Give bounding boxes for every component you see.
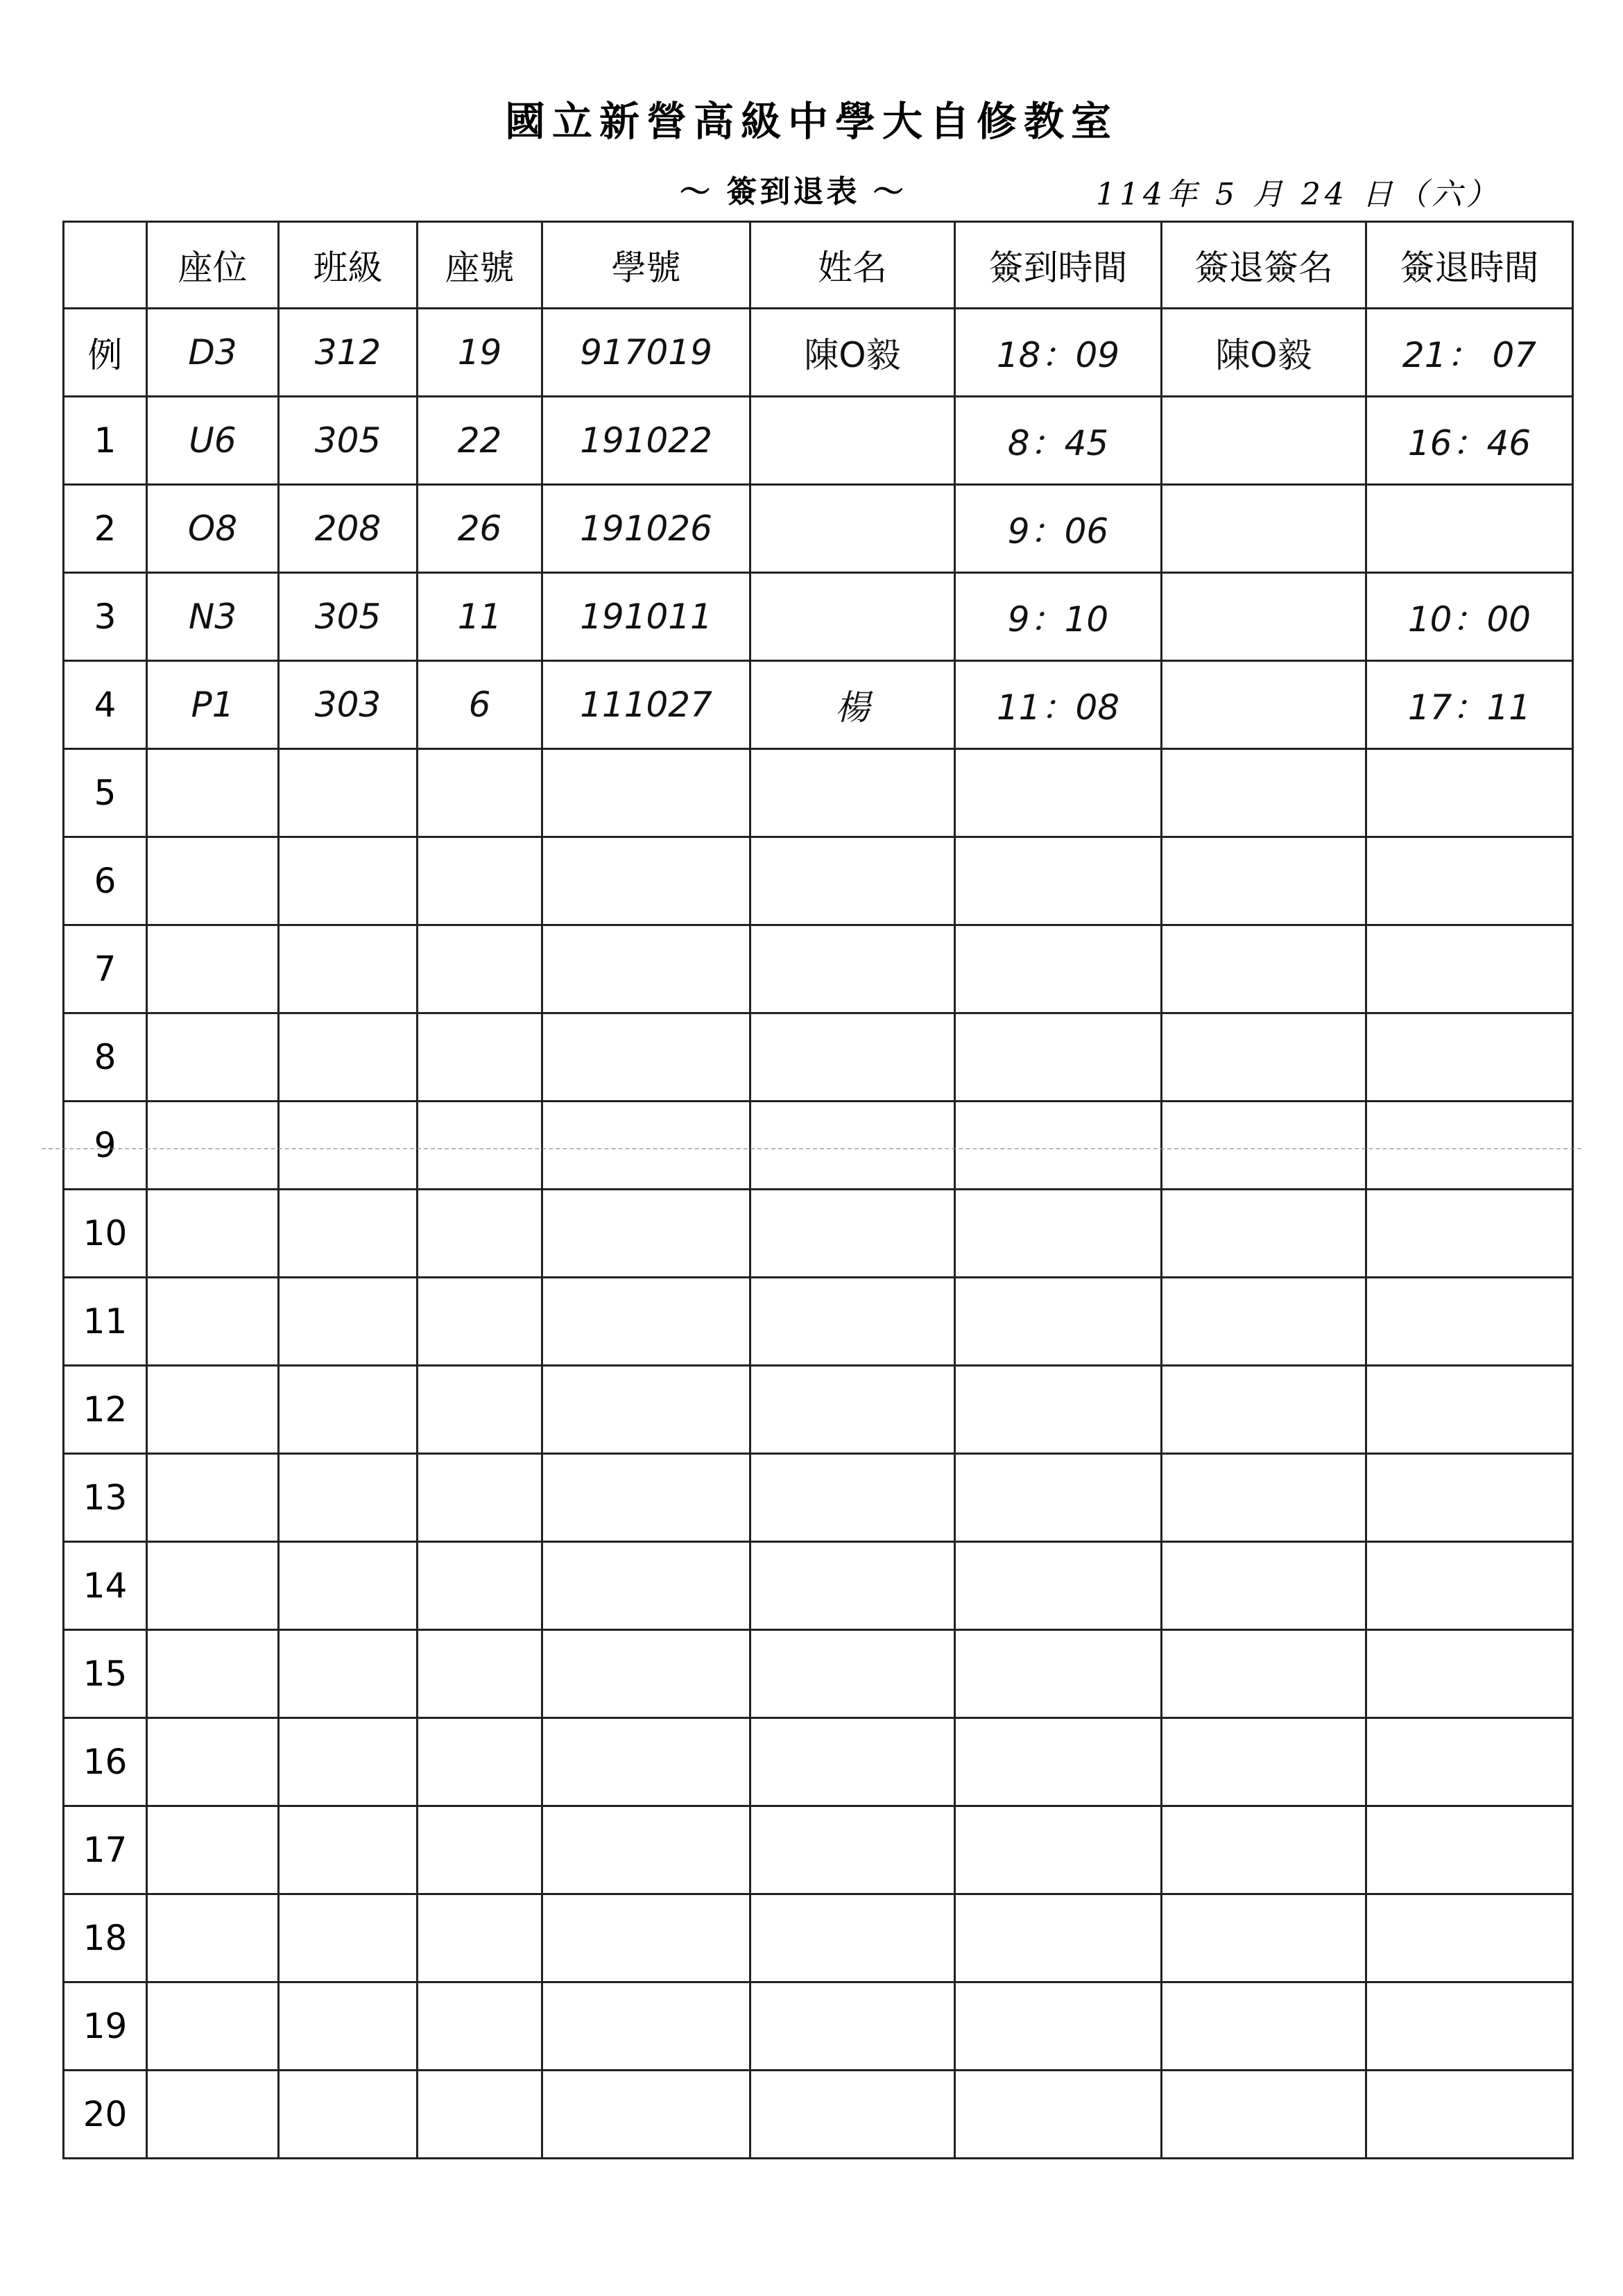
- student-id-cell: [542, 2071, 750, 2159]
- sign-out-signature-cell: [1162, 1630, 1366, 1718]
- seat-number-cell: [418, 1894, 542, 1982]
- student-id-cell: [542, 1630, 750, 1718]
- name-cell: [750, 573, 955, 661]
- student-id-cell: [542, 1542, 750, 1630]
- sign-out-signature-cell: [1162, 1982, 1366, 2071]
- column-header-seat: 座位: [147, 222, 279, 309]
- seat-number-cell: [418, 1454, 542, 1542]
- row-number: 16: [64, 1718, 147, 1806]
- class-cell: 303: [279, 661, 418, 749]
- name-cell: [750, 1102, 955, 1190]
- table-row: [64, 485, 1573, 573]
- sign-out-time-cell: [1366, 1894, 1573, 1982]
- seat-number-cell: [418, 749, 542, 837]
- class-cell: [279, 1894, 418, 1982]
- student-id-cell: 111027: [542, 661, 750, 749]
- student-id-cell: [542, 1894, 750, 1982]
- sign-out-signature-cell: [1162, 1542, 1366, 1630]
- header-row: [64, 222, 1573, 309]
- row-number: 20: [64, 2071, 147, 2159]
- table-row: [64, 1278, 1573, 1366]
- form-subtitle: ～ 簽到退表 ～: [680, 174, 907, 209]
- name-cell: [750, 749, 955, 837]
- sign-out-time-cell: [1366, 1806, 1573, 1894]
- class-cell: [279, 1013, 418, 1102]
- example-sign-out-time: 21： 07: [1366, 309, 1573, 397]
- class-cell: [279, 1102, 418, 1190]
- student-id-cell: 191026: [542, 485, 750, 573]
- sign-out-signature-cell: [1162, 1366, 1366, 1454]
- seat-number-cell: [418, 1013, 542, 1102]
- name-cell: 楊: [750, 661, 955, 749]
- row-number: 19: [64, 1982, 147, 2071]
- sign-out-time-cell: [1366, 837, 1573, 925]
- class-cell: 208: [279, 485, 418, 573]
- row-number: 14: [64, 1542, 147, 1630]
- row-number: 18: [64, 1894, 147, 1982]
- name-cell: [750, 1894, 955, 1982]
- sign-in-time-cell: [955, 1013, 1162, 1102]
- sign-out-time-cell: [1366, 1190, 1573, 1278]
- class-cell: [279, 1982, 418, 2071]
- example-sign-out-signature: 陳O毅: [1162, 309, 1366, 397]
- name-cell: [750, 1190, 955, 1278]
- table-row: [64, 397, 1573, 485]
- column-header-sign-out-time: 簽退時間: [1366, 222, 1573, 309]
- example-row: [64, 309, 1573, 397]
- sign-in-time-cell: 9：10: [955, 573, 1162, 661]
- name-cell: [750, 2071, 955, 2159]
- seat-number-cell: 11: [418, 573, 542, 661]
- seat-number-cell: [418, 1630, 542, 1718]
- sign-in-time-cell: [955, 925, 1162, 1013]
- seat-number-cell: [418, 1190, 542, 1278]
- row-number: 13: [64, 1454, 147, 1542]
- form-date: 114年 5 月 24 日（六）: [1096, 177, 1501, 212]
- sign-in-time-cell: [955, 837, 1162, 925]
- column-header-sign-out-signature: 簽退簽名: [1162, 222, 1366, 309]
- student-id-cell: [542, 1454, 750, 1542]
- seat-cell: [147, 1982, 279, 2071]
- table-row: [64, 1366, 1573, 1454]
- name-cell: [750, 1630, 955, 1718]
- sign-in-time-cell: [955, 1190, 1162, 1278]
- student-id-cell: 191011: [542, 573, 750, 661]
- column-header-student-id: 學號: [542, 222, 750, 309]
- sign-out-time-cell: [1366, 1278, 1573, 1366]
- seat-number-cell: [418, 1806, 542, 1894]
- student-id-cell: [542, 1278, 750, 1366]
- seat-cell: P1: [147, 661, 279, 749]
- class-cell: [279, 925, 418, 1013]
- sign-out-time-cell: [1366, 2071, 1573, 2159]
- student-id-cell: [542, 1366, 750, 1454]
- sign-in-time-cell: 8：45: [955, 397, 1162, 485]
- sign-out-time-cell: [1366, 1542, 1573, 1630]
- example-student-id: 917019: [542, 309, 750, 397]
- sign-in-time-cell: [955, 1894, 1162, 1982]
- class-cell: [279, 1718, 418, 1806]
- sign-out-time-cell: [1366, 1013, 1573, 1102]
- name-cell: [750, 397, 955, 485]
- seat-number-cell: [418, 925, 542, 1013]
- example-label: 例: [64, 309, 147, 397]
- sign-out-time-cell: [1366, 749, 1573, 837]
- sign-in-time-cell: [955, 1102, 1162, 1190]
- seat-number-cell: [418, 1278, 542, 1366]
- row-number: 9: [64, 1102, 147, 1190]
- example-seat: D3: [147, 309, 279, 397]
- seat-cell: U6: [147, 397, 279, 485]
- row-number: 15: [64, 1630, 147, 1718]
- name-cell: [750, 925, 955, 1013]
- table-row: [64, 573, 1573, 661]
- sign-out-signature-cell: [1162, 1102, 1366, 1190]
- table-row: [64, 661, 1573, 749]
- sign-in-time-cell: [955, 1454, 1162, 1542]
- class-cell: [279, 1190, 418, 1278]
- class-cell: [279, 1542, 418, 1630]
- example-sign-in-time: 18：09: [955, 309, 1162, 397]
- seat-number-cell: [418, 1982, 542, 2071]
- seat-cell: [147, 2071, 279, 2159]
- seat-number-cell: [418, 1718, 542, 1806]
- sign-in-time-cell: [955, 749, 1162, 837]
- sign-in-time-cell: [955, 1278, 1162, 1366]
- sign-in-time-cell: [955, 1718, 1162, 1806]
- row-number: 8: [64, 1013, 147, 1102]
- sign-out-signature-cell: [1162, 1894, 1366, 1982]
- sign-out-signature-cell: [1162, 2071, 1366, 2159]
- seat-cell: [147, 925, 279, 1013]
- sign-out-time-cell: [1366, 1366, 1573, 1454]
- table-row: [64, 1013, 1573, 1102]
- row-number: 5: [64, 749, 147, 837]
- seat-cell: [147, 1190, 279, 1278]
- seat-cell: [147, 1894, 279, 1982]
- student-id-cell: [542, 1718, 750, 1806]
- table-row: [64, 1718, 1573, 1806]
- sign-out-signature-cell: [1162, 485, 1366, 573]
- seat-number-cell: [418, 2071, 542, 2159]
- column-header-sign-in-time: 簽到時間: [955, 222, 1162, 309]
- sign-out-signature-cell: [1162, 1278, 1366, 1366]
- name-cell: [750, 1982, 955, 2071]
- sign-out-time-cell: [1366, 1630, 1573, 1718]
- name-cell: [750, 485, 955, 573]
- sign-in-time-cell: [955, 1366, 1162, 1454]
- name-cell: [750, 837, 955, 925]
- sign-in-time-cell: [955, 1982, 1162, 2071]
- sign-out-signature-cell: [1162, 573, 1366, 661]
- class-cell: [279, 1454, 418, 1542]
- sign-out-signature-cell: [1162, 397, 1366, 485]
- column-header-name: 姓名: [750, 222, 955, 309]
- sign-out-time-cell: [1366, 925, 1573, 1013]
- column-header-index: [64, 222, 147, 309]
- seat-cell: [147, 749, 279, 837]
- student-id-cell: [542, 1190, 750, 1278]
- seat-cell: [147, 1718, 279, 1806]
- class-cell: [279, 1630, 418, 1718]
- sign-out-signature-cell: [1162, 1806, 1366, 1894]
- example-seat-number: 19: [418, 309, 542, 397]
- class-cell: [279, 1278, 418, 1366]
- sign-out-signature-cell: [1162, 925, 1366, 1013]
- seat-number-cell: [418, 1366, 542, 1454]
- seat-number-cell: 22: [418, 397, 542, 485]
- sign-in-time-cell: 11：08: [955, 661, 1162, 749]
- row-number: 1: [64, 397, 147, 485]
- sign-out-signature-cell: [1162, 1454, 1366, 1542]
- name-cell: [750, 1454, 955, 1542]
- sign-in-time-cell: [955, 1542, 1162, 1630]
- seat-cell: O8: [147, 485, 279, 573]
- student-id-cell: [542, 1806, 750, 1894]
- seat-cell: [147, 1806, 279, 1894]
- class-cell: 305: [279, 573, 418, 661]
- table-row: [64, 1454, 1573, 1542]
- seat-cell: [147, 1542, 279, 1630]
- example-name: 陳O毅: [750, 309, 955, 397]
- sign-in-time-cell: [955, 2071, 1162, 2159]
- name-cell: [750, 1718, 955, 1806]
- row-number: 7: [64, 925, 147, 1013]
- row-number: 2: [64, 485, 147, 573]
- student-id-cell: [542, 1982, 750, 2071]
- column-header-seat-number: 座號: [418, 222, 542, 309]
- seat-cell: [147, 1630, 279, 1718]
- table-row: [64, 1894, 1573, 1982]
- sign-in-table: [62, 221, 1574, 2159]
- sign-out-time-cell: 17：11: [1366, 661, 1573, 749]
- sign-out-time-cell: [1366, 1982, 1573, 2071]
- sign-out-time-cell: [1366, 1454, 1573, 1542]
- student-id-cell: [542, 1013, 750, 1102]
- table-row: [64, 837, 1573, 925]
- student-id-cell: [542, 1102, 750, 1190]
- name-cell: [750, 1542, 955, 1630]
- row-number: 6: [64, 837, 147, 925]
- seat-cell: [147, 1366, 279, 1454]
- table-row: [64, 1630, 1573, 1718]
- row-number: 11: [64, 1278, 147, 1366]
- column-header-class: 班級: [279, 222, 418, 309]
- sign-out-signature-cell: [1162, 661, 1366, 749]
- row-number: 12: [64, 1366, 147, 1454]
- name-cell: [750, 1806, 955, 1894]
- sign-out-signature-cell: [1162, 749, 1366, 837]
- page-title: 國立新營高級中學大自修教室: [504, 98, 1118, 145]
- student-id-cell: [542, 749, 750, 837]
- name-cell: [750, 1013, 955, 1102]
- student-id-cell: [542, 837, 750, 925]
- class-cell: [279, 1366, 418, 1454]
- seat-number-cell: 6: [418, 661, 542, 749]
- seat-number-cell: [418, 1102, 542, 1190]
- seat-cell: [147, 1454, 279, 1542]
- seat-cell: [147, 1013, 279, 1102]
- row-number: 4: [64, 661, 147, 749]
- sign-out-signature-cell: [1162, 837, 1366, 925]
- table-row: [64, 1190, 1573, 1278]
- name-cell: [750, 1278, 955, 1366]
- sign-in-time-cell: [955, 1630, 1162, 1718]
- sign-in-time-cell: [955, 1806, 1162, 1894]
- name-cell: [750, 1366, 955, 1454]
- scan-artifact-line: [42, 1148, 1581, 1149]
- example-class: 312: [279, 309, 418, 397]
- seat-number-cell: [418, 1542, 542, 1630]
- row-number: 3: [64, 573, 147, 661]
- table-row: [64, 925, 1573, 1013]
- sign-out-time-cell: 16：46: [1366, 397, 1573, 485]
- table-row: [64, 1102, 1573, 1190]
- sign-out-time-cell: [1366, 485, 1573, 573]
- table-row: [64, 749, 1573, 837]
- table-row: [64, 1806, 1573, 1894]
- table-row: [64, 2071, 1573, 2159]
- student-id-cell: [542, 925, 750, 1013]
- sign-out-signature-cell: [1162, 1013, 1366, 1102]
- class-cell: [279, 749, 418, 837]
- seat-number-cell: [418, 837, 542, 925]
- class-cell: [279, 2071, 418, 2159]
- seat-cell: N3: [147, 573, 279, 661]
- table-row: [64, 1982, 1573, 2071]
- sign-out-time-cell: 10：00: [1366, 573, 1573, 661]
- class-cell: [279, 1806, 418, 1894]
- seat-cell: [147, 1102, 279, 1190]
- class-cell: 305: [279, 397, 418, 485]
- class-cell: [279, 837, 418, 925]
- seat-cell: [147, 837, 279, 925]
- seat-cell: [147, 1278, 279, 1366]
- student-id-cell: 191022: [542, 397, 750, 485]
- sign-out-time-cell: [1366, 1102, 1573, 1190]
- sign-out-signature-cell: [1162, 1718, 1366, 1806]
- seat-number-cell: 26: [418, 485, 542, 573]
- table-row: [64, 1542, 1573, 1630]
- sign-out-time-cell: [1366, 1718, 1573, 1806]
- sign-out-signature-cell: [1162, 1190, 1366, 1278]
- row-number: 17: [64, 1806, 147, 1894]
- sign-in-time-cell: 9：06: [955, 485, 1162, 573]
- row-number: 10: [64, 1190, 147, 1278]
